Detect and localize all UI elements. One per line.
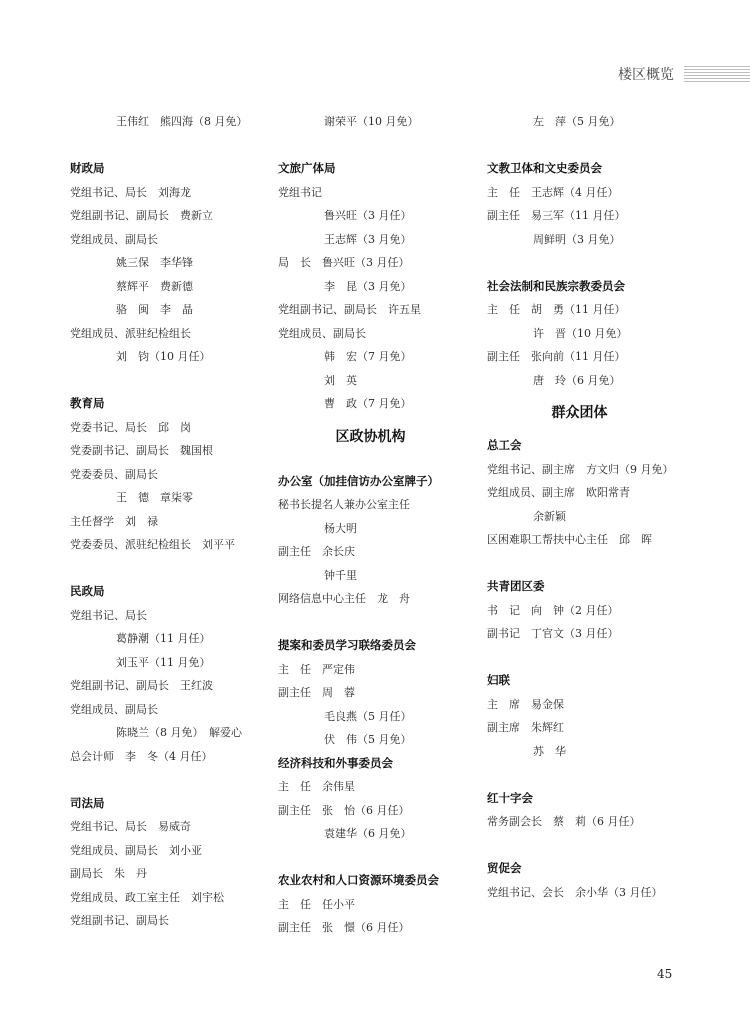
column-1 [70,110,270,933]
roster-line: 鲁兴旺（3 月任） [324,209,412,222]
roster-line: 王伟红 熊四海（8 月免） [116,115,248,128]
roster-line: 党组成员、派驻纪检组长 [70,326,191,340]
roster-line: 网络信息中心主任 龙 舟 [278,592,410,605]
roster-line: 区困难职工帮扶中心主任 邱 晖 [487,533,652,546]
section-heading: 财政局 [70,161,105,175]
section-heading: 贸促会 [487,861,522,875]
spacer [487,646,687,670]
roster-line: 主 任 严定伟 [278,662,355,676]
roster-line: 钟千里 [324,568,357,582]
roster-line: 唐 玲（6 月免） [533,373,621,387]
roster-line: 副局长 朱 丹 [70,867,147,880]
section-heading: 提案和委员学习联络委员会 [278,638,416,652]
roster-line: 总会计师 李 冬（4 月任） [70,749,213,763]
roster-line: 党组副书记、副局长 [70,914,169,927]
roster-line: 主 席 易金保 [487,697,564,711]
roster-line: 党组成员、副局长 [278,326,366,340]
roster-line: 曹 政（7 月免） [324,397,412,410]
page-number: 45 [657,967,673,981]
roster-line: 刘 英 [324,373,357,387]
section-heading: 文教卫体和文史委员会 [487,161,602,175]
column-3 [487,110,687,904]
roster-line: 主任督学 刘 禄 [70,514,158,528]
roster-line: 骆 闽 李 晶 [116,303,193,316]
roster-line: 姚三保 李华锋 [116,256,193,269]
section-heading: 共青团区委 [487,579,545,593]
roster-line: 主 任 余伟星 [278,780,355,793]
roster-line: 袁建华（6 月免） [324,827,412,840]
section-heading: 妇联 [487,673,510,687]
roster-line: 党组成员、副局长 [70,232,158,246]
section-heading: 红十字会 [487,790,533,805]
roster-line: 毛良燕（5 月任） [324,709,412,723]
column-2 [278,110,478,940]
roster-line: 副主任 余长庆 [278,545,355,558]
roster-line: 苏 华 [533,744,566,758]
spacer [487,552,687,576]
roster-line: 副主席 朱辉红 [487,721,564,734]
running-header [618,62,750,86]
roster-line: 副主任 易三军（11 月任） [487,209,626,222]
roster-line: 主 任 胡 勇（11 月任） [487,303,626,316]
section-heading: 教育局 [70,396,105,410]
header-stripes-decoration [684,66,750,82]
spacer [278,134,478,158]
roster-line: 主 任 王志辉（4 月任） [487,185,619,199]
roster-line: 党组书记、会长 余小华（3 月任） [487,885,663,899]
section-heading: 司法局 [70,795,105,810]
spacer [487,134,687,158]
spacer [278,458,478,470]
roster-line: 王 德 章柒零 [116,491,193,504]
spacer [70,768,270,792]
roster-line: 党组书记、副主席 方文归（9 月免） [487,462,674,476]
header-title: 楼区概览 [618,67,674,83]
roster-line: 秘书长提名人兼办公室主任 [278,498,410,511]
section-heading: 文旅广体局 [278,161,336,175]
roster-line: 副主任 张 怡（6 月任） [278,803,410,817]
roster-line: 许 晋（10 月免） [533,326,628,340]
roster-line: 伏 伟（5 月免） [324,733,412,746]
roster-line: 周鲜明（3 月免） [533,232,621,246]
roster-line: 党组成员、副主席 欧阳常青 [487,486,630,499]
section-heading: 办公室（加挂信访办公室牌子） [278,473,439,488]
spacer [70,557,270,581]
roster-line: 杨大明 [324,521,357,535]
roster-line: 党组副书记、副局长 许五星 [278,303,421,316]
roster-line: 谢荣平（10 月免） [324,115,419,128]
roster-line: 葛静潮（11 月任） [116,632,211,645]
spacer [70,369,270,393]
roster-line: 王志辉（3 月免） [324,232,412,246]
roster-line: 党组副书记、副局长 王红波 [70,679,213,692]
roster-line: 党组成员、政工室主任 刘宇松 [70,890,224,904]
roster-line: 李 昆（3 月免） [324,279,412,293]
roster-line: 韩 宏（7 月免） [324,350,412,363]
section-heading: 经济科技和外事委员会 [278,755,393,770]
section-heading: 社会法制和民族宗教委员会 [487,278,625,293]
major-heading: 群众团体 [551,405,608,421]
roster-line: 副主任 张向前（11 月任） [487,350,626,363]
roster-line: 副主任 张 憬（6 月任） [278,921,410,934]
spacer [487,834,687,858]
roster-line: 党组书记、局长 刘海龙 [70,185,191,199]
roster-line: 党组书记、局长 易威奇 [70,820,191,833]
roster-line: 副书记 丁官文（3 月任） [487,627,619,640]
roster-line: 党委委员、副局长 [70,467,158,481]
roster-line: 党委委员、派驻纪检组长 刘平平 [70,538,235,551]
roster-line: 书 记 向 钟（2 月任） [487,603,619,617]
roster-line: 常务副会长 蔡 莉（6 月任） [487,815,641,828]
roster-line: 党组书记、局长 [70,608,147,622]
roster-line: 党委书记、局长 邱 岗 [70,420,191,434]
roster-line: 党组成员、副局长 刘小亚 [70,843,202,857]
spacer [278,611,478,635]
section-heading: 农业农村和人口资源环境委员会 [278,873,439,887]
roster-line: 主 任 任小平 [278,897,355,911]
spacer [278,846,478,870]
roster-line: 党组书记 [278,185,322,199]
roster-line: 陈晓兰（8 月免） 解爱心 [116,726,242,739]
roster-line: 刘 钧（10 月任） [116,350,211,363]
spacer [70,134,270,158]
roster-line: 左 萍（5 月免） [533,115,621,128]
section-heading: 民政局 [70,584,105,598]
roster-line: 党委副书记、副局长 魏国根 [70,444,213,457]
roster-line: 余新颖 [533,509,566,523]
roster-line: 党组成员、副局长 [70,702,158,716]
roster-line: 刘玉平（11 月免） [116,655,211,669]
roster-line: 党组副书记、副局长 费新立 [70,209,213,222]
major-heading: 区政协机构 [335,428,406,445]
roster-line: 副主任 周 蓉 [278,686,355,699]
roster-line: 局 长 鲁兴旺（3 月任） [278,256,410,269]
section-heading: 总工会 [487,438,522,452]
spacer [487,763,687,787]
roster-line: 蔡辉平 费新德 [116,279,193,293]
spacer [487,251,687,275]
